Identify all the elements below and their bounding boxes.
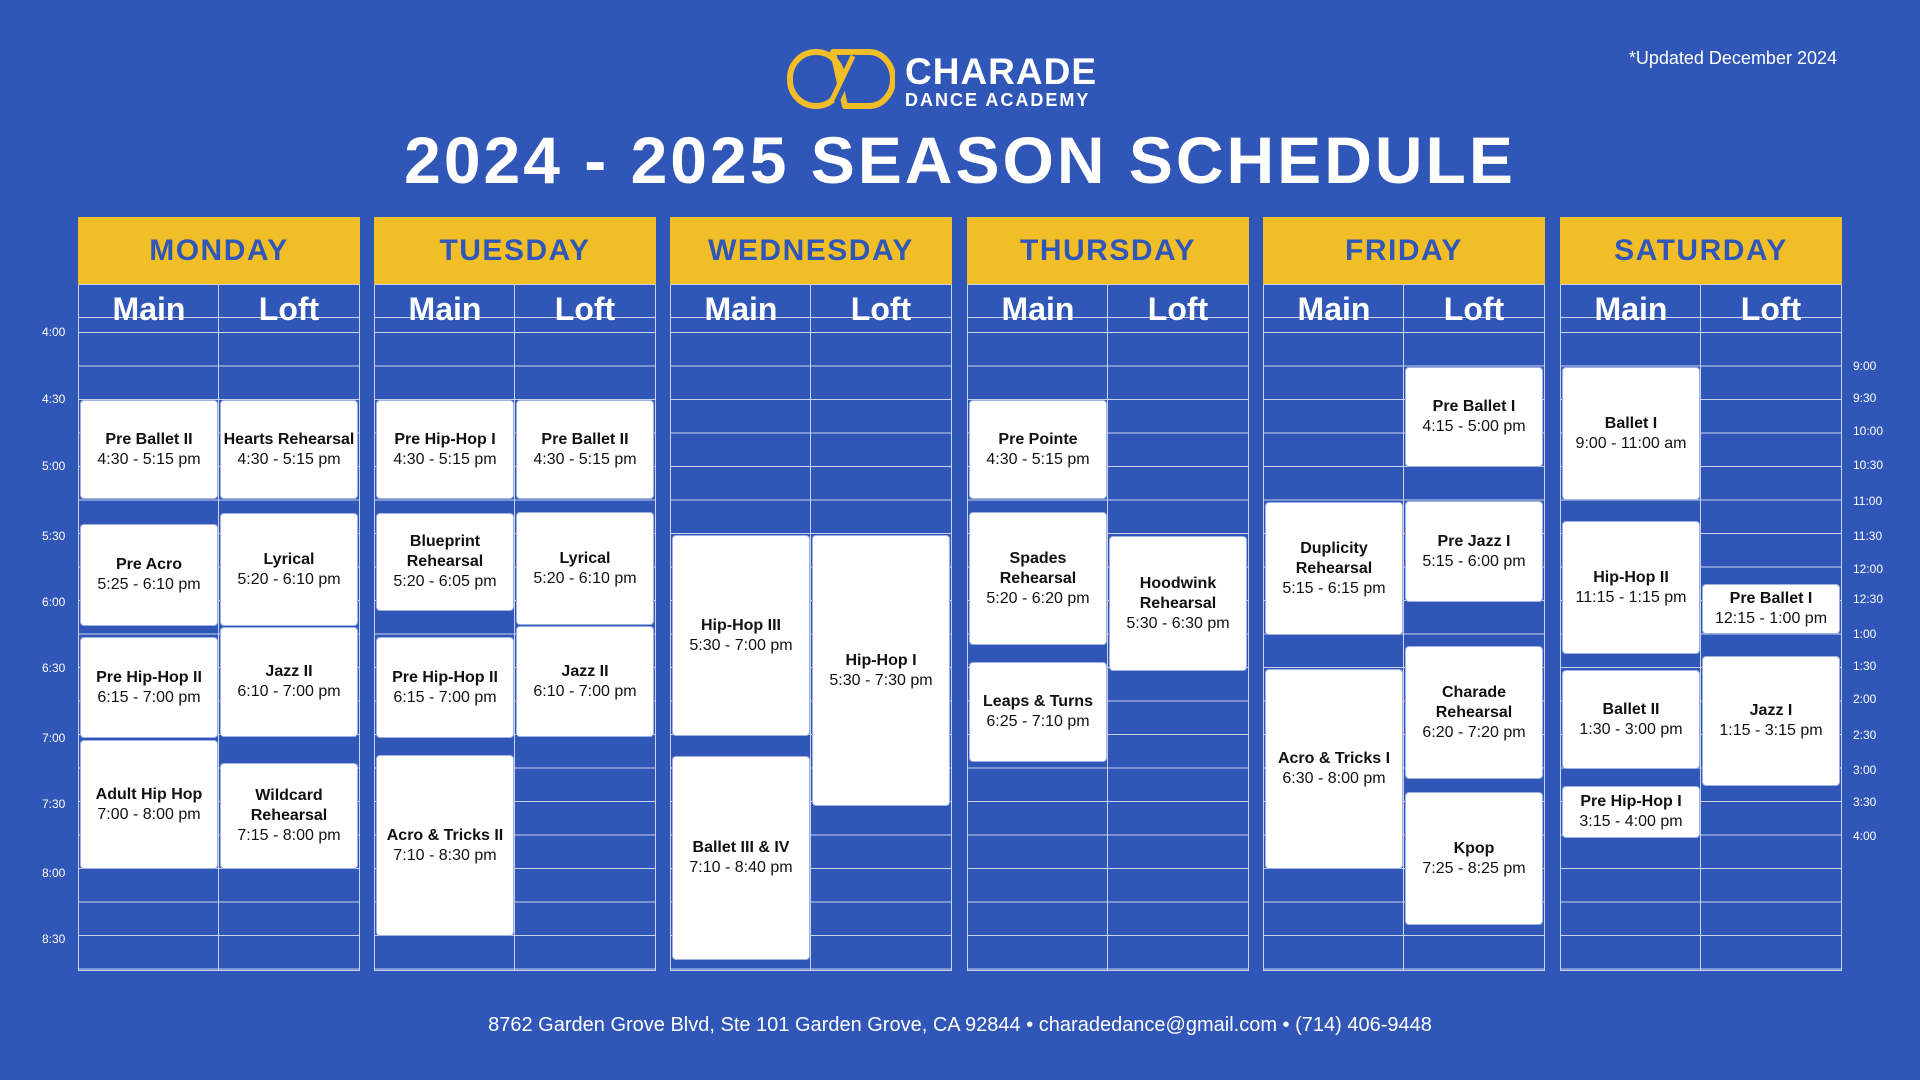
class-time: 7:10 - 8:40 pm [689, 859, 793, 876]
time-label: 10:30 [1853, 458, 1884, 472]
day-column-thursday [967, 217, 1249, 971]
room-label-loft: Loft [554, 290, 616, 327]
time-label: 6:00 [42, 595, 66, 609]
class-time: 5:30 - 7:30 pm [829, 671, 933, 689]
room-label-main: Main [112, 290, 186, 327]
class-time: 6:10 - 7:00 pm [237, 683, 341, 700]
class-time: 5:20 - 6:05 pm [393, 573, 497, 590]
time-label: 5:30 [42, 529, 66, 543]
class-card [1563, 522, 1699, 653]
class-time: 7:25 - 8:25 pm [1422, 859, 1526, 877]
class-name: Leaps & Turns [983, 693, 1093, 710]
time-label: 2:00 [1853, 692, 1877, 706]
class-card [81, 741, 217, 868]
class-name: Hearts Rehearsal [223, 430, 355, 448]
day-header: MONDAY [78, 217, 360, 285]
class-card [1406, 502, 1542, 601]
class-card [377, 514, 513, 610]
class-name: Pre Ballet I [1729, 590, 1813, 607]
class-name: Pre Jazz I [1437, 532, 1511, 550]
room-label-loft: Loft [1147, 290, 1209, 327]
room-label-main: Main [408, 290, 482, 327]
class-card [970, 513, 1106, 644]
class-card [377, 756, 513, 935]
class-time: 4:30 - 5:15 pm [237, 450, 341, 468]
class-time: 6:15 - 7:00 pm [393, 688, 497, 706]
class-card [1266, 670, 1402, 868]
class-name: Duplicity Rehearsal [1295, 539, 1373, 577]
class-card [377, 638, 513, 737]
time-label: 7:30 [42, 797, 66, 811]
class-card [81, 401, 217, 498]
class-name: Jazz II [561, 662, 609, 680]
class-name: Wildcard Rehearsal [250, 787, 328, 824]
class-name: Pre Ballet I [1432, 398, 1516, 415]
time-label: 3:30 [1853, 795, 1877, 809]
class-name: Hip-Hop I [845, 651, 917, 669]
room-header-row [1264, 284, 1544, 333]
class-name: Spades Rehearsal [999, 549, 1077, 587]
class-card [1266, 503, 1402, 634]
class-name: Charade Rehearsal [1435, 683, 1513, 721]
day-header: FRIDAY [1263, 217, 1545, 285]
room-label-main: Main [1594, 290, 1668, 327]
class-card [1703, 657, 1839, 785]
class-name: Lyrical [559, 549, 611, 567]
time-label: 11:00 [1853, 494, 1883, 508]
time-label: 8:30 [42, 932, 66, 946]
class-card [1406, 647, 1542, 778]
class-card [377, 401, 513, 498]
class-time: 5:15 - 6:15 pm [1282, 579, 1386, 597]
class-card [1703, 585, 1839, 633]
class-name: Ballet III & IV [692, 839, 790, 856]
class-time: 5:20 - 6:10 pm [237, 570, 341, 588]
day-column-friday [1263, 217, 1545, 971]
logo [787, 48, 1137, 110]
day-header: SATURDAY [1560, 217, 1842, 285]
class-card [221, 764, 357, 868]
class-card [673, 536, 809, 735]
class-time: 12:15 - 1:00 pm [1714, 610, 1828, 627]
class-card [1563, 368, 1699, 499]
class-name: Jazz I [1749, 702, 1793, 719]
class-name: Jazz II [265, 663, 313, 680]
room-header-row [79, 284, 359, 333]
class-name: Ballet II [1602, 700, 1660, 718]
class-time: 5:25 - 6:10 pm [97, 576, 201, 593]
class-name: Adult Hip Hop [95, 785, 203, 803]
class-time: 5:15 - 6:00 pm [1422, 552, 1526, 570]
class-time: 4:30 - 5:15 pm [533, 450, 637, 468]
class-card [1563, 787, 1699, 837]
class-card [517, 627, 653, 736]
logo-name: CHARADE [905, 51, 1097, 92]
day-header: TUESDAY [374, 217, 656, 285]
time-label: 12:30 [1853, 592, 1884, 606]
time-label: 4:30 [42, 392, 66, 406]
time-label: 9:30 [1853, 391, 1877, 405]
class-name: Hip-Hop III [701, 616, 781, 634]
class-name: Hoodwink Rehearsal [1139, 574, 1217, 612]
class-card [970, 401, 1106, 498]
class-time: 6:15 - 7:00 pm [97, 688, 201, 706]
class-card [517, 513, 653, 624]
room-label-main: Main [1001, 290, 1075, 327]
class-name: Hip-Hop II [1593, 568, 1669, 586]
class-card [1406, 793, 1542, 924]
class-name: Kpop [1453, 839, 1495, 857]
time-label: 5:00 [42, 459, 66, 473]
day-column-saturday [1560, 217, 1842, 971]
time-label: 9:00 [1853, 359, 1877, 373]
class-time: 7:00 - 8:00 pm [97, 805, 201, 823]
class-time: 4:30 - 5:15 pm [986, 450, 1090, 468]
class-card [813, 536, 949, 805]
time-label: 1:30 [1853, 659, 1877, 673]
time-label: 2:30 [1853, 728, 1877, 742]
day-header: WEDNESDAY [670, 217, 952, 285]
page-title: 2024 - 2025 SEASON SCHEDULE [404, 123, 1516, 197]
time-label: 10:00 [1853, 424, 1884, 438]
class-card [221, 514, 357, 625]
class-time: 6:30 - 8:00 pm [1282, 770, 1386, 787]
room-header-row [968, 284, 1248, 333]
room-label-loft: Loft [1443, 290, 1505, 327]
footer-contact: 8762 Garden Grove Blvd, Ste 101 Garden Grove, CA 92844 • charadedance@gmail.com • (714) 406-9448 [488, 1014, 1432, 1036]
class-name: Pre Acro [115, 556, 183, 573]
time-label: 6:30 [42, 661, 66, 675]
class-time: 4:30 - 5:15 pm [393, 450, 497, 468]
class-card [81, 638, 217, 737]
class-card [1110, 537, 1246, 670]
class-name: Blueprint Rehearsal [406, 533, 484, 570]
class-time: 5:30 - 7:00 pm [689, 636, 793, 654]
room-label-loft: Loft [850, 290, 912, 327]
room-label-main: Main [1297, 290, 1371, 327]
class-card [970, 663, 1106, 761]
room-label-loft: Loft [258, 290, 320, 327]
day-column-wednesday [670, 217, 952, 971]
class-time: 4:15 - 5:00 pm [1422, 418, 1526, 435]
class-card [517, 401, 653, 498]
class-time: 6:20 - 7:20 pm [1422, 723, 1526, 741]
class-time: 11:15 - 1:15 pm [1575, 588, 1687, 606]
class-name: Ballet I [1604, 414, 1658, 432]
class-name: Pre Hip-Hop II [392, 668, 498, 686]
day-column-tuesday [374, 217, 656, 971]
day-column-monday [78, 217, 360, 971]
room-header-row [671, 284, 951, 333]
class-name: Lyrical [263, 550, 315, 568]
class-card [1563, 671, 1699, 768]
class-time: 9:00 - 11:00 am [1575, 434, 1687, 452]
class-time: 4:30 - 5:15 pm [97, 450, 201, 468]
class-time: 6:25 - 7:10 pm [986, 713, 1090, 730]
time-label: 7:00 [42, 731, 66, 745]
room-label-loft: Loft [1740, 290, 1802, 327]
logo-subtitle: DANCE ACADEMY [905, 90, 1091, 110]
time-label: 4:00 [1853, 829, 1877, 843]
time-label: 1:00 [1853, 627, 1877, 641]
class-time: 7:15 - 8:00 pm [237, 827, 341, 844]
class-name: Pre Hip-Hop II [96, 668, 202, 686]
class-time: 7:10 - 8:30 pm [393, 846, 497, 864]
class-time: 3:15 - 4:00 pm [1579, 813, 1683, 830]
room-header-row [1561, 284, 1841, 333]
time-label: 3:00 [1853, 763, 1877, 777]
class-name: Acro & Tricks II [386, 826, 504, 844]
class-card [81, 525, 217, 625]
class-card [1406, 368, 1542, 466]
class-name: Pre Hip-Hop I [394, 430, 496, 448]
class-time: 5:20 - 6:20 pm [986, 589, 1090, 607]
class-name: Pre Ballet II [105, 430, 193, 448]
class-time: 1:15 - 3:15 pm [1719, 722, 1823, 739]
class-card [673, 757, 809, 959]
class-time: 5:20 - 6:10 pm [533, 569, 637, 587]
class-card [221, 628, 357, 736]
class-card [221, 401, 357, 498]
class-time: 6:10 - 7:00 pm [533, 682, 637, 700]
class-time: 1:30 - 3:00 pm [1579, 720, 1683, 738]
class-name: Pre Pointe [998, 430, 1078, 448]
room-header-row [375, 284, 655, 333]
class-name: Pre Ballet II [541, 430, 629, 448]
charade-logo-icon [787, 48, 895, 110]
class-name: Acro & Tricks I [1277, 750, 1391, 767]
day-header: THURSDAY [967, 217, 1249, 285]
updated-note: *Updated December 2024 [1628, 48, 1837, 68]
time-label: 8:00 [42, 866, 66, 880]
time-label: 12:00 [1853, 562, 1884, 576]
class-time: 5:30 - 6:30 pm [1126, 614, 1230, 632]
class-name: Pre Hip-Hop I [1580, 793, 1682, 810]
time-label: 4:00 [42, 325, 66, 339]
time-label: 11:30 [1853, 529, 1883, 543]
room-label-main: Main [704, 290, 778, 327]
